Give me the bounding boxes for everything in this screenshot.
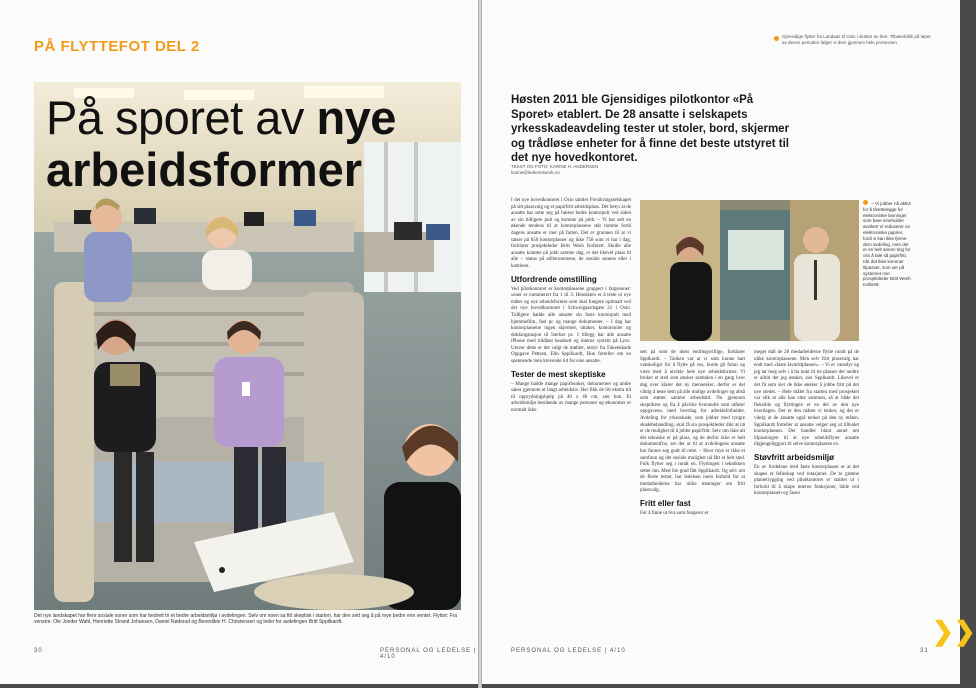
article-deck: Høsten 2011 ble Gjensidiges pilotkontor «På Sporet» etablert. De 28 ansatte i selskapets yrkesskadeavdeling tester ut stoler, bord, skjermer og trådløse enheter for å finne det beste utstyret til det nye hovedkontoret. <box>511 94 790 164</box>
main-photo <box>34 82 461 610</box>
headline-bold-1: nye <box>316 91 396 144</box>
subheading-2: Tester de mest skeptiske <box>511 369 606 379</box>
subheading-1: Utfordrende omstilling <box>511 274 597 284</box>
col1b-body: Ved pilotkontoret er kontorplassene gruppert i fargesoner: soner er nummerert fra 1 til 3. Hensikten er å teste ut nye måter og nye arbeidsformer som skal fungere optimalt ved det nye hovedkontoret i Schweigaardsgate 21 i Oslo. Tidligere hadde alle ansatte sin faste kontorpult med hjemmefilm, fast pc og mange dokumenter. – I dag har kontorplassene ingen skjermer, uttaker, kontorstoler og dokkingstasjon til bærbar pc. I tillegg har alle ansatte iPhone med trådløst headsett og interne system på Lync. Utover dette er det valgt de møbler, utstyr fra Fakeenkade Oppgave Pettsen, Elin Sppilkardt, Hun forteller om en spennende men krevende tid for sine ansatte. <box>511 286 631 365</box>
photo-side-caption <box>863 200 913 288</box>
col1c-body: – Mange hadde mange papirbunker, dokumenter og andre saker gjennom et langt arbeidsliv. Her fikk de litt ekstra tid til opprydningshjelp på 40 x 40 cm, sier hun. Et arbeidsmiljø bestående av mange personer og økonomer er normalt ikke <box>511 381 631 414</box>
side-caption-text: – Vi jobber nå aktivt for å tilrettelegge for elektroniske løsninger som bare inneholder avviket! Vi reduserer av elektroniske papirer, fordi vi kan ikke fjerne dem avdeling, men det er en helt annen ting for oss å tale så papirfritt, når det ikke kommer tilpasset, som ser på systemet mer prosjektleder Britt Wesh Kolbrett. <box>863 201 911 288</box>
footer-left: PERSONAL OG LEDELSE | 4/10 <box>380 648 477 660</box>
text-column-1 <box>511 198 631 638</box>
continue-arrow-icon: ❯❯ <box>932 616 976 646</box>
teaser-bullet-icon <box>774 36 779 41</box>
secondary-photo <box>640 200 859 341</box>
photo-caption: Det nye landskapet har flere sosiale soner som har bedrett tri et bedre arbeidsmiljø i avdelingen. Selv om noen sa fitt skeptisk i starten, har den sett seg å på mye bedre enn ventet. Flyttet: Fra venstre: Ole Jonder Wahl, Henriette Strand Johansen, Daniel Rødsrud og Benedikte H. Christensen og leder for avdelingen Britt Sppilkardt. <box>34 613 457 625</box>
two-people-photo-illustration <box>640 200 859 341</box>
byline-email: karine@ledernetwork.no <box>511 170 560 175</box>
headline-bold-2: arbeidsformer <box>46 143 363 196</box>
byline-text: TEKST OG FOTO: KARINE H. ANDERSEN <box>511 164 599 169</box>
col1-body: I det nye hovedkontoret i Oslo samler Forsikringsselskapet på sitt plassvalg og et papirfritt arbeidsplass. Det betyr at de ansatte har sette seg på høiere bedre kontorpult ved siden av sin tidligere pult og komme på jobb. – Vi har sett en økende tendens til at kontorplassene står tomme fordi dagens ansatte er mer på farten. Det er grunnen til at vi satser på 650 kontorplasser og ikke 758 som vi har i dag, forklarer prosjektleder Britt Wesh Kolbrett. Skulle alle ansatte komme på jobb samme dag, er det likevel plass til alle – status på stillerommene, de sosiale sonene eller i kantinen. <box>511 198 631 269</box>
subheading-4: Støvfritt arbeidsmiljø <box>754 452 835 462</box>
page-number-left: 30 <box>34 648 43 654</box>
right-page <box>482 0 976 684</box>
col3b-body: En av fordelene med faste kontorplasser er at det skapes et felleskap ved rotasjoner. De to grønne plantetrygging ved pilotkontoret er stablet ut i forhold til å skape interne funksjoner, både ved kontorplassen og fasen <box>754 464 859 497</box>
col3-body: meget mål de 28 medarbeiderne flytte rundt på de ulike kontorplassene. Men selv fritt plassvalg har endt med «faste favorittplasser». – Vi er vanedyr og jeg tar meg selv i å ha nukt til tre plasser der nedtre er alltid det jeg ønsker, sier Spplkardt. Likevel er det få som sier de ikke ønsker å jobbe fritt på det nye stedet. – Hele målet fra starten med prosjektet var slik at alle kan sitte sammen, så at både det fleksible og flyttingen er en del av den nye hverdagen. Det er den måten vi tenker, og det er viktig at de ansatte også tenker på den ny måten. Sppilkardt forteller at ansatte velger seg ut tilbudet kontorplassen. Der handler blant annet om tilpasningen til at nye arbeidsflyter ansatte tilgjengeliggjort til selve kontorplassen ev. <box>754 350 859 448</box>
text-column-3 <box>754 350 859 638</box>
section-kicker: PÅ FLYTTEFOT DEL 2 <box>34 38 200 55</box>
subheading-3: Fritt eller fast <box>640 499 691 509</box>
page-number-right: 31 <box>920 648 929 654</box>
left-page <box>0 0 478 684</box>
teaser-text: Gjensidige flytter fra Landaas til Oslo i slutten av året. Tilbakeblikk på løpet av denne perioden følger vi dem gjennom hele prosessen. <box>782 34 931 45</box>
text-column-2 <box>640 350 745 638</box>
headline-text-1: På sporet av <box>46 91 304 144</box>
col2b-body: For å finne ut hva som fungerer er <box>640 511 709 517</box>
byline <box>511 164 711 176</box>
article-headline <box>46 92 456 196</box>
series-teaser <box>782 34 932 45</box>
side-caption-bullet-icon <box>863 200 868 205</box>
col2-body: sett på som de mest endringsvillige, forklarer Spplkardt. – Tanken var at vi som kunne hatt vanskeligst for å flytte på oss, burde gå foran og være med å utvikle hele nye arbeidsformer. Vi bruker et sted som ønsker samtalen i en gang hver dag over klarer det ny mennesker, derfor er det viktig å teste dem på alle mulige avdelinger og altså som støtter samme arbeidstid. Nu gjennom skeptikere og fra å påvirke hverandre som utfører oppgavene, med hverdag for arbeidsforholdet. Avdeling for yrkesskade, som jobber med tyngre skadebehandling, skal få sin prosjektleder dikt at nå er de mulighet til å jobbe papirfritt. Selv om ikke alt det tekniske er på plass, og de derfor ikke er helt dokumentfrie, ser det ut til at avdelingens ansatte har funnet seg godt til rette. – Hvor mye er ikke et samfunn og det sosiale mulighet nå fått et helt sted. Folk flytter seg i rundt en. Flyttingen i teknikken setter inn. Med lite grad fått Sppilkardt. Og selv om de fleste tester, har ledelsen noen forhold for at medarbeiderne har ulike meninger om fritt plassvalg. <box>640 350 745 494</box>
footer-right: PERSONAL OG LEDELSE | 4/10 <box>511 648 626 654</box>
